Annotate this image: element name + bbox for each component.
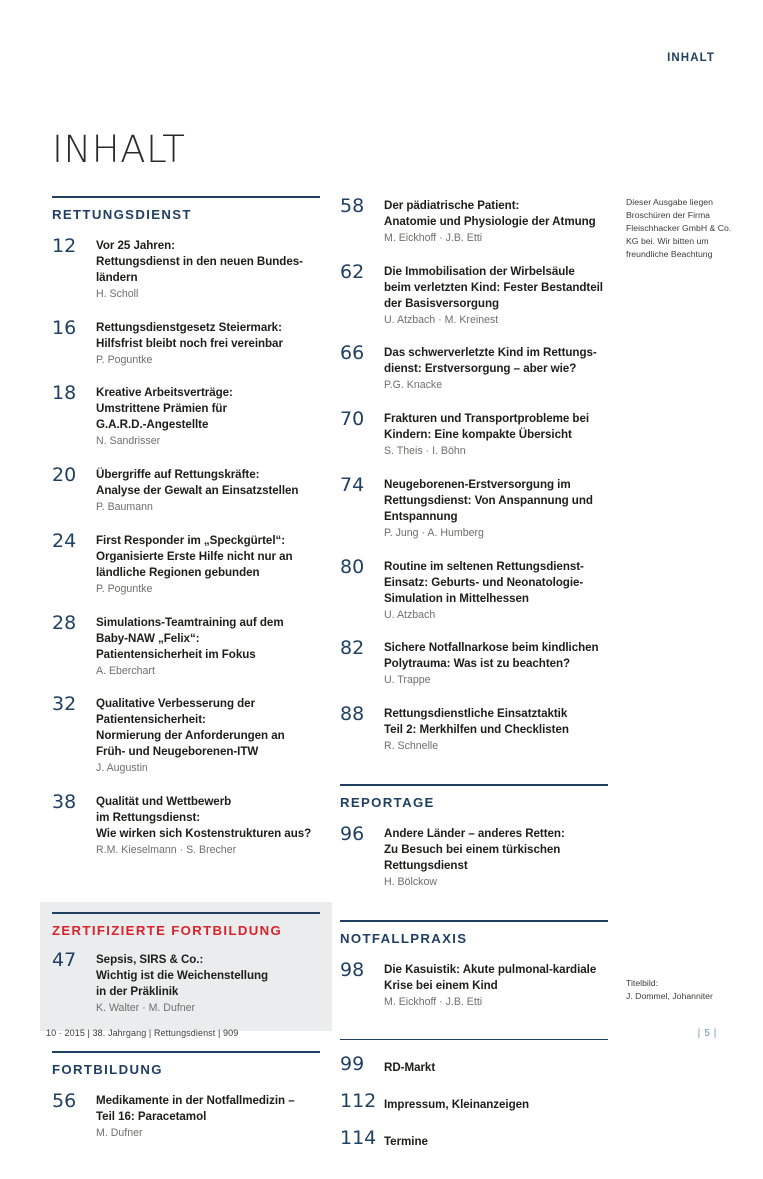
toc-entry-page-number: 24	[52, 529, 77, 552]
toc-entry-page-number: 62	[340, 260, 365, 283]
toc-entry-body	[384, 638, 608, 688]
toc-entry-title: Kreative Arbeitsverträge: Umstrittene Prämien für G.A.R.D.-Angestellte	[96, 386, 233, 432]
toc-entry-body	[384, 409, 608, 459]
toc-section	[340, 920, 608, 1010]
toc-entry-authors: U. Atzbach · M. Kreinest	[384, 313, 499, 326]
toc-entry-authors: P. Jung · A. Humberg	[384, 526, 484, 539]
toc-entry-body	[96, 950, 320, 1016]
toc-entry-page-number: 66	[340, 342, 365, 365]
spacer	[340, 1165, 608, 1179]
toc-entry-title: Neugeborenen-Erstversorgung im Rettungsdienst: Von Anspannung und Entspannung	[384, 477, 593, 523]
toc-entry[interactable]	[52, 531, 320, 597]
toc-entry-page-number: 16	[52, 316, 77, 339]
toc-entry[interactable]	[52, 613, 320, 679]
toc-entry-title: Andere Länder – anderes Retten: Zu Besuch bei einem türkischen Rettungsdienst	[384, 826, 565, 872]
toc-entry-authors: M. Eickhoff · J.B. Etti	[384, 231, 483, 244]
toc-entry-page-number: 74	[340, 473, 365, 496]
toc-entry-title: Die Kasuistik: Akute pulmonal-kardiale Krise bei einem Kind	[384, 962, 597, 992]
toc-entry-title: Sepsis, SIRS & Co.: Wichtig ist die Weichenstellung in der Präklinik	[96, 952, 269, 998]
toc-entry-page-number: 58	[340, 195, 365, 217]
toc-section	[52, 1051, 320, 1141]
section-title: REPORTAGE	[340, 794, 435, 810]
toc-entry-body	[384, 557, 608, 623]
toc-entry-page-number: 98	[340, 958, 365, 981]
toc-entry-title: First Responder im „Speckgürtel“: Organisierte Erste Hilfe nicht nur an ländliche Regionen gebunden	[96, 533, 293, 579]
toc-entry-body	[384, 824, 608, 890]
toc-entry-authors: A. Eberchart	[96, 664, 155, 677]
toc-entry-title: Qualität und Wettbewerb im Rettungsdienst: Wie wirken sich Kostenstrukturen aus?	[96, 795, 312, 841]
toc-entry-authors: U. Atzbach	[384, 608, 436, 621]
toc-entry-title: Frakturen und Transportprobleme bei Kindern: Eine kompakte Übersicht	[384, 412, 590, 442]
toc-left-column	[52, 196, 320, 1171]
toc-entry-authors: R.M. Kieselmann · S. Brecher	[96, 844, 237, 856]
toc-entry-authors: M. Eickhoff · J.B. Etti	[384, 995, 483, 1008]
toc-entry-authors: S. Theis · I. Böhn	[384, 445, 466, 458]
section-title-zertifizierte-fortbildung: ZERTIFIZIERTE FORTBILDUNG	[52, 922, 283, 938]
toc-entry[interactable]	[340, 475, 608, 541]
toc-entry-title: Übergriffe auf Rettungskräfte: Analyse der Gewalt an Einsatzstellen	[96, 468, 299, 498]
toc-entry-title: Sichere Notfallnarkose beim kindlichen Polytrauma: Was ist zu beachten?	[384, 641, 599, 671]
toc-entry-body	[96, 792, 320, 858]
certified-training-box	[40, 902, 332, 1032]
titelbild-credit: J. Dommel, Johanniter	[626, 991, 713, 1002]
spacer	[52, 1157, 320, 1171]
toc-entry-body	[384, 196, 608, 246]
toc-entry-title: Routine im seltenen Rettungsdienst- Einsatz: Geburts- und Neonatologie- Simulation in Mittelhessen	[384, 559, 584, 605]
toc-entry-title: Impressum, Kleinanzeigen	[384, 1098, 530, 1112]
toc-entry[interactable]	[52, 950, 320, 1016]
toc-entry-title: Die Immobilisation der Wirbelsäule beim verletzten Kind: Fester Bestandteil der Basisversorgung	[384, 264, 603, 310]
toc-entry-page-number: 32	[52, 693, 77, 716]
toc-entry[interactable]	[52, 236, 320, 302]
toc-entry-authors: P. Poguntke	[96, 582, 153, 595]
toc-entry-authors: R. Schnelle	[384, 740, 439, 753]
margin-note-top-text: Dieser Ausgabe liegen Broschüren der Firma Fleischhacker GmbH & Co. KG bei. Wir bitten um freundliche Beachtung	[626, 197, 732, 260]
toc-entry-body	[384, 960, 608, 1010]
toc-section	[340, 784, 608, 890]
toc-entry[interactable]	[340, 1091, 608, 1113]
toc-entry-body	[384, 704, 608, 754]
section-title: FORTBILDUNG	[52, 1062, 163, 1078]
section-rule	[340, 920, 608, 922]
toc-entry-body	[384, 1054, 608, 1076]
section-rule	[52, 912, 320, 914]
section-title: NOTFALLPRAXIS	[340, 930, 468, 946]
spacer	[52, 874, 320, 888]
toc-entry-body	[96, 318, 320, 368]
toc-entry[interactable]	[340, 704, 608, 754]
spacer	[340, 770, 608, 784]
toc-right-column	[340, 196, 608, 1179]
toc-entry-title: RD-Markt	[384, 1061, 436, 1075]
toc-entry-authors: P. Baumann	[96, 501, 153, 514]
toc-entry[interactable]	[340, 262, 608, 328]
toc-entry-title: Rettungsdienstgesetz Steiermark: Hilfsfrist bleibt noch frei vereinbar	[96, 320, 283, 350]
toc-entry-authors: U. Trappe	[384, 674, 431, 687]
toc-entry-title: Qualitative Verbesserung der Patientensicherheit: Normierung der Anforderungen an Früh- und Neugeborenen-ITW	[96, 697, 285, 759]
spacer	[340, 906, 608, 920]
toc-entry-page-number: 47	[52, 948, 77, 971]
toc-entry[interactable]	[340, 960, 608, 1010]
toc-entry-body	[384, 1091, 608, 1113]
toc-entry[interactable]	[340, 824, 608, 890]
margin-note-bottom	[626, 977, 746, 1003]
toc-entry[interactable]	[52, 465, 320, 515]
toc-entry-title: Rettungsdienstliche Einsatztaktik Teil 2: Merkhilfen und Checklisten	[384, 707, 569, 737]
spacer	[340, 1025, 608, 1039]
toc-entry-body	[96, 694, 320, 776]
toc-entry-body	[96, 383, 320, 449]
toc-entry-body	[96, 531, 320, 597]
toc-entry[interactable]	[340, 1054, 608, 1076]
toc-entry-page-number: 56	[52, 1090, 77, 1113]
toc-entry[interactable]	[340, 196, 608, 246]
running-head: INHALT	[667, 52, 715, 64]
toc-entry[interactable]	[52, 318, 320, 368]
section-title: RETTUNGSDIENST	[52, 207, 192, 222]
toc-entry-title: Vor 25 Jahren: Rettungsdienst in den neuen Bundes- ländern	[96, 239, 303, 284]
toc-entry-body	[384, 1128, 608, 1150]
toc-entry-page-number: 80	[340, 555, 365, 578]
toc-entry-title: Der pädiatrische Patient: Anatomie und Physiologie der Atmung	[384, 199, 596, 228]
toc-entry[interactable]	[52, 383, 320, 449]
toc-entry-body	[96, 465, 320, 515]
toc-entry[interactable]	[52, 1091, 320, 1141]
toc-entry-title: Termine	[384, 1135, 428, 1149]
titelbild-label: Titelbild:	[626, 978, 659, 988]
toc-entry[interactable]	[340, 557, 608, 623]
section-rule	[52, 196, 320, 198]
spacer	[340, 1040, 608, 1054]
toc-entry[interactable]	[340, 1128, 608, 1150]
toc-entry-authors: M. Dufner	[96, 1127, 143, 1140]
toc-entry-page-number: 12	[52, 235, 77, 257]
toc-entry-authors: H. Bölckow	[384, 875, 437, 888]
toc-entry-page-number: 18	[52, 382, 77, 405]
toc-entry[interactable]	[340, 409, 608, 459]
toc-entry-authors: J. Augustin	[96, 762, 148, 775]
toc-section	[52, 196, 320, 858]
toc-entry-page-number: 82	[340, 637, 365, 660]
toc-entry-title: Medikamente in der Notfallmedizin – Teil 16: Paracetamol	[96, 1094, 295, 1124]
toc-entry-authors: K. Walter · M. Dufner	[96, 1001, 196, 1014]
toc-entry-title: Simulations-Teamtraining auf dem Baby-NAW „Felix“: Patientensicherheit im Fokus	[96, 615, 284, 661]
toc-entry-body	[384, 262, 608, 328]
toc-entry-body	[384, 475, 608, 541]
section-rule	[340, 784, 608, 786]
toc-section	[340, 196, 608, 754]
toc-entry-body	[96, 236, 320, 302]
toc-entry-body	[96, 1091, 320, 1141]
toc-entry-page-number: 112	[340, 1090, 377, 1113]
toc-entry-page-number: 70	[340, 408, 365, 431]
toc-entry-body	[96, 613, 320, 679]
toc-entry[interactable]	[52, 792, 320, 858]
margin-note-top	[626, 196, 736, 261]
toc-section	[340, 1039, 608, 1150]
toc-entry-page-number: 20	[52, 464, 77, 487]
toc-entry-page-number: 88	[340, 703, 365, 726]
footer-issue-info: 10 · 2015 | 38. Jahrgang | Rettungsdienst | 909	[46, 1028, 239, 1038]
toc-entry-authors: H. Scholl	[96, 287, 139, 300]
toc-entry-page-number: 96	[340, 822, 365, 845]
toc-entry-page-number: 38	[52, 791, 77, 814]
toc-entry[interactable]	[340, 343, 608, 393]
toc-entry-authors: N. Sandrisser	[96, 435, 161, 448]
toc-entry-title: Das schwerverletzte Kind im Rettungs- dienst: Erstversorgung – aber wie?	[384, 346, 597, 376]
footer-page-number: | 5 |	[697, 1028, 717, 1039]
toc-entry-authors: P. Poguntke	[96, 353, 153, 366]
page-title: INHALT	[52, 127, 186, 171]
toc-entry-authors: P.G. Knacke	[384, 379, 443, 392]
toc-entry-page-number: 28	[52, 611, 77, 634]
section-rule	[52, 1051, 320, 1053]
toc-entry-page-number: 99	[340, 1053, 365, 1076]
toc-entry[interactable]	[52, 694, 320, 776]
toc-entry-body	[384, 343, 608, 393]
toc-entry-page-number: 114	[340, 1127, 377, 1150]
toc-entry[interactable]	[340, 638, 608, 688]
